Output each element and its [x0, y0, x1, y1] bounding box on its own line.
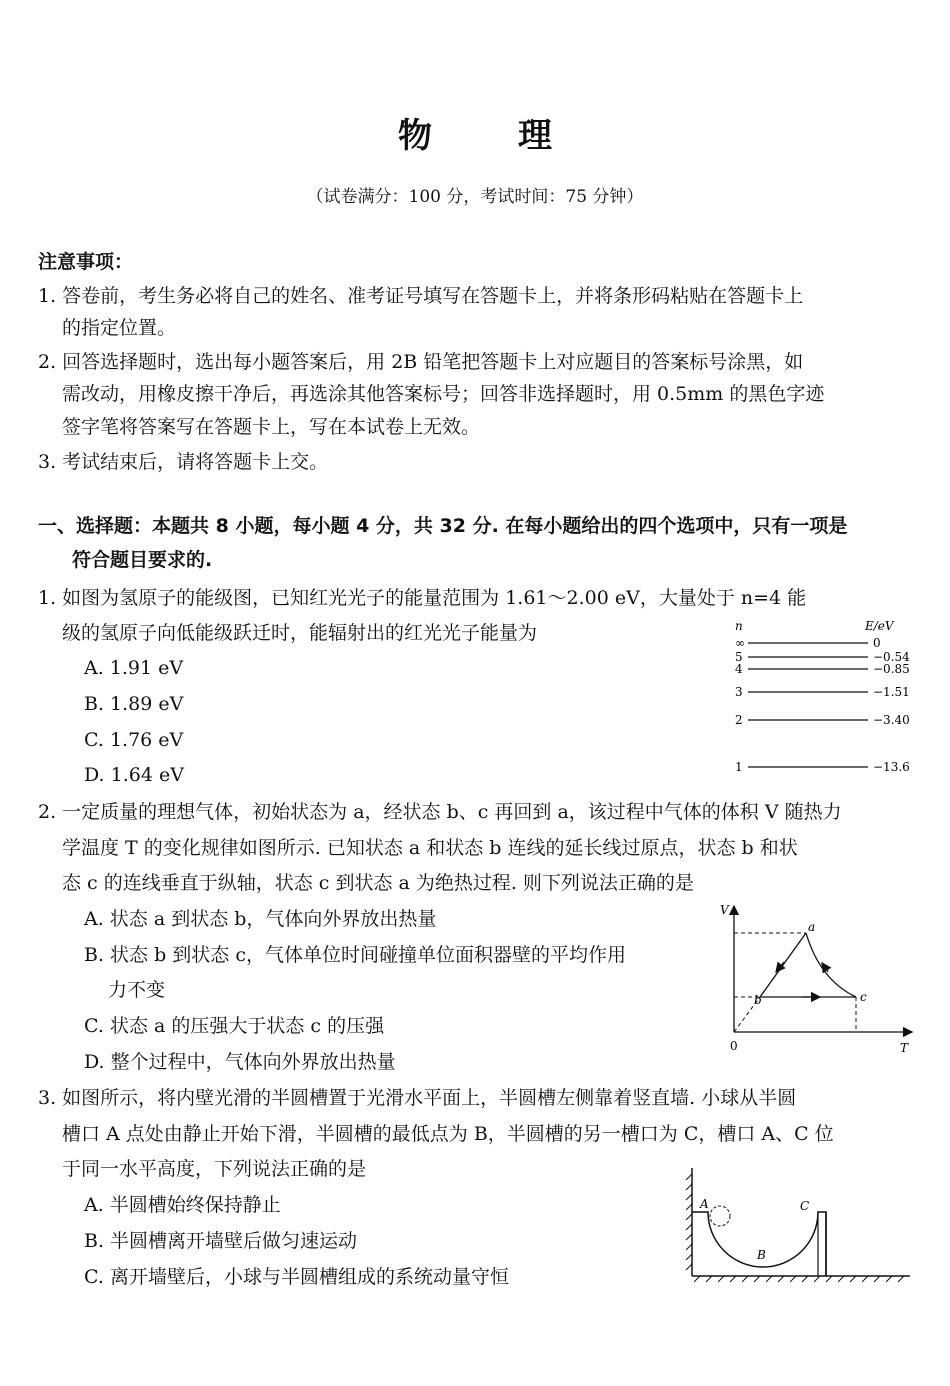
q1-option-c: C. 1.76 eV	[84, 729, 184, 751]
q3-stem-cont: 于同一水平高度，下列说法正确的是	[62, 1158, 367, 1180]
q2-option-b: B. 状态 b 到状态 c，气体单位时间碰撞单位面积器壁的平均作用	[84, 944, 626, 966]
q2-option-a: A. 状态 a 到状态 b，气体向外界放出热量	[84, 908, 437, 930]
title-left: 物	[398, 116, 432, 156]
q1-option-a: A. 1.91 eV	[84, 657, 184, 679]
title-right: 理	[518, 116, 552, 156]
t-axis-label: T	[900, 1041, 909, 1055]
notice-line: 3. 考试结束后，请将答题卡上交。	[38, 451, 329, 473]
q2-stem-cont: 学温度 T 的变化规律如图所示. 已知状态 a 和状态 b 连线的延长线过原点，状态 b 和状	[62, 837, 798, 859]
q2-option-c: C. 状态 a 的压强大于状态 c 的压强	[84, 1015, 385, 1037]
state-a-label: a	[808, 920, 816, 934]
point-a-label: A	[700, 1197, 709, 1211]
point-c-label: C	[800, 1199, 810, 1213]
q1-option-d: D. 1.64 eV	[84, 764, 184, 786]
level-e: −0.54	[873, 650, 910, 664]
state-c-label: c	[860, 990, 867, 1004]
v-axis-label: V	[720, 903, 729, 917]
q3-option-c: C. 离开墙壁后，小球与半圆槽组成的系统动量守恒	[84, 1266, 509, 1288]
level-n: 4	[735, 662, 743, 676]
v-t-diagram	[712, 900, 922, 1058]
q2-option-b-cont: 力不变	[108, 979, 166, 1001]
q3-option-b: B. 半圆槽离开墙壁后做匀速运动	[84, 1230, 358, 1252]
section-heading: 一、选择题：本题共 8 小题，每小题 4 分，共 32 分. 在每小题给出的四个选项中，只有一项是	[38, 515, 848, 537]
notice-line: 的指定位置。	[62, 317, 177, 339]
q2-stem-cont: 态 c 的连线垂直于纵轴，状态 c 到状态 a 为绝热过程. 则下列说法正确的是	[62, 872, 694, 894]
level-n: 5	[735, 650, 743, 664]
energy-level-diagram	[725, 614, 925, 784]
q3-stem-cont: 槽口 A 点处由静止开始下滑，半圆槽的最低点为 B，半圆槽的另一槽口为 C，槽口 A、C 位	[62, 1123, 834, 1145]
energy-axis-label: E/eV	[865, 619, 894, 633]
level-e: −3.40	[873, 713, 910, 727]
level-n: ∞	[735, 636, 745, 650]
level-e: −0.85	[873, 662, 910, 676]
notice-line: 1. 答卷前，考生务必将自己的姓名、准考证号填写在答题卡上，并将条形码粘贴在答题卡上	[38, 285, 804, 307]
half-pipe-diagram	[680, 1160, 916, 1286]
notice-line: 签字笔将答案写在答题卡上，写在本试卷上无效。	[62, 416, 481, 438]
page-title	[0, 108, 950, 157]
q1-stem-cont: 级的氢原子向低能级跃迁时，能辐射出的红光光子能量为	[62, 622, 538, 644]
notice-line: 需改动，用橡皮擦干净后，再选涂其他答案标号；回答非选择题时，用 0.5mm 的黑色字迹	[62, 383, 825, 405]
q2-stem: 2. 一定质量的理想气体，初始状态为 a，经状态 b、c 再回到 a，该过程中气体的体积 V 随热力	[38, 801, 842, 823]
notice-heading: 注意事项：	[38, 251, 134, 273]
q1-option-b: B. 1.89 eV	[84, 693, 184, 715]
n-axis-label: n	[735, 619, 743, 633]
exam-info: （试卷满分：100 分，考试时间：75 分钟）	[306, 187, 644, 207]
q3-stem: 3. 如图所示，将内壁光滑的半圆槽置于光滑水平面上，半圆槽左侧靠着竖直墙. 小球从半圆	[38, 1087, 797, 1109]
state-b-label: b	[754, 993, 762, 1007]
origin-label: 0	[730, 1039, 738, 1053]
q3-option-a: A. 半圆槽始终保持静止	[84, 1194, 281, 1216]
level-e: −1.51	[873, 685, 910, 699]
level-n: 3	[735, 685, 743, 699]
level-e: 0	[873, 636, 881, 650]
level-e: −13.6	[873, 760, 910, 774]
notice-line: 2. 回答选择题时，选出每小题答案后，用 2B 铅笔把答题卡上对应题目的答案标号涂黑，如	[38, 351, 804, 373]
point-b-label: B	[757, 1248, 766, 1262]
q1-stem: 1. 如图为氢原子的能级图，已知红光光子的能量范围为 1.61～2.00 eV，大量处于 n=4 能	[38, 587, 807, 609]
level-n: 1	[735, 760, 743, 774]
q2-option-d: D. 整个过程中，气体向外界放出热量	[84, 1051, 396, 1073]
section-heading-cont: 符合题目要求的.	[72, 549, 213, 571]
level-n: 2	[735, 713, 743, 727]
